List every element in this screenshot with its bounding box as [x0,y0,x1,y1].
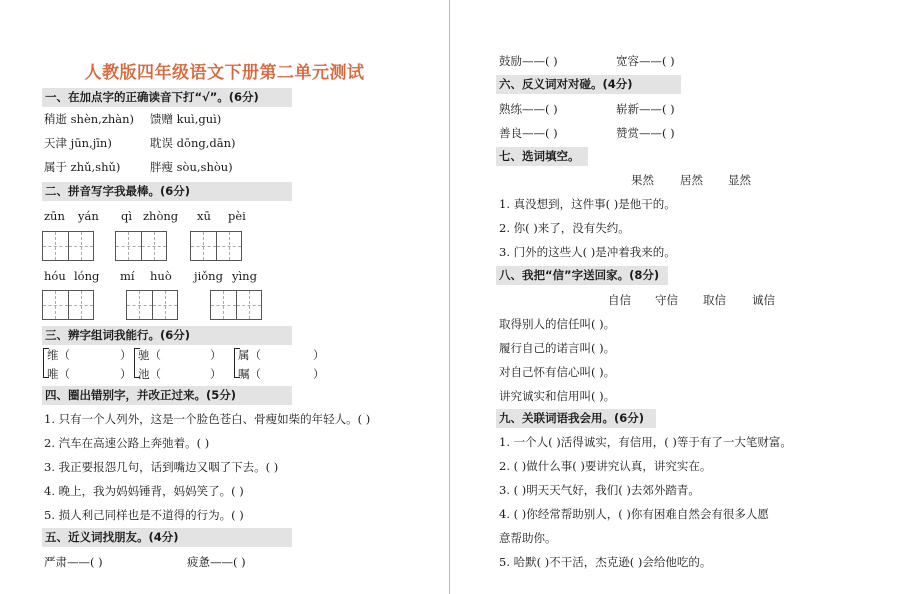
section-4-heading: 四、圈出错别字，并改正过来。(5分) [42,386,292,405]
s9-line: 3. ( )明天天气好，我们( )去郊外踏青。 [499,483,700,497]
s7-word: 果然 [631,173,654,187]
s6-item: 赞赏——( ) [616,126,675,140]
s8-line: 履行自己的诺言叫( )。 [499,341,616,355]
s9-line: 4. ( )你经常帮助别人，( )你有困难自然会有很多人愿 [499,507,769,521]
s8-word: 诚信 [752,293,775,307]
s6-item: 善良——( ) [499,126,558,140]
s4-line: 2. 汽车在高速公路上奔弛着。( ) [44,436,210,450]
section-2-heading: 二、拼音写字我最棒。(6分) [42,182,292,201]
s3-paren: ） [120,348,132,362]
pinyin: huò [150,269,172,283]
s4-line: 5. 损人利己同样也是不道得的行为。( ) [44,508,244,522]
s5-item: 宽容——( ) [616,54,675,68]
s9-line: 1. 一个人( )活得诚实，有信用，( )等于有了一大笔财富。 [499,435,792,449]
pinyin: yìng [232,269,257,283]
pinyin: mí [120,269,135,283]
s5-item: 严肃——( ) [44,555,103,569]
s3-char: 嘱（ [238,367,261,381]
s3-paren: ） [120,367,132,381]
s6-item: 熟练——( ) [499,102,558,116]
s4-line: 1. 只有一个人列外，这是一个脸色苍白、骨瘦如柴的年轻人。( ) [44,412,371,426]
s7-line: 2. 你( )来了，没有失约。 [499,221,630,235]
section-6-heading: 六、反义词对对碰。(4分) [496,75,681,94]
s1-item: 稍逝 shèn,zhàn) [44,112,135,126]
s9-line: 意帮助你。 [499,531,557,545]
s9-line: 5. 哈默( )不干活，杰克逊( )会给他吃的。 [499,555,712,569]
pinyin: zhòng [143,209,179,223]
section-1-heading: 一、在加点字的正确读音下打“√”。(6分) [42,88,292,107]
s3-char: 驰（ [138,348,161,362]
s8-word: 取信 [703,293,726,307]
pinyin: hóu [44,269,66,283]
s1-item: 耽误 dōng,dān) [150,136,236,150]
s7-line: 3. 门外的这些人( )是冲着我来的。 [499,245,676,259]
s3-paren: ） [210,367,222,381]
s1-item: 天津 jūn,jīn) [44,136,112,150]
s7-word: 居然 [680,173,703,187]
page-title: 人教版四年级语文下册第二单元测试 [84,63,365,83]
s8-word: 守信 [655,293,678,307]
s8-line: 取得别人的信任叫( )。 [499,317,616,331]
pinyin: jiǒng [194,269,223,283]
pinyin: xū [197,209,211,223]
s3-paren: ） [313,348,325,362]
s7-line: 1. 真没想到，这件事( )是他干的。 [499,197,676,211]
s3-char: 池（ [138,367,161,381]
s7-word: 显然 [728,173,751,187]
s9-line: 2. ( )做什么事( )要讲究认真，讲究实在。 [499,459,712,473]
s5-item: 鼓励——( ) [499,54,558,68]
s8-line: 讲究诚实和信用叫( )。 [499,389,616,403]
pinyin: lóng [74,269,100,283]
section-9-heading: 九、关联词语我会用。(6分) [496,409,656,428]
s5-item: 疲惫——( ) [187,555,246,569]
s1-item: 馈赠 kuì,guì) [150,112,222,126]
section-7-heading: 七、选词填空。 [496,147,588,166]
pinyin: yán [78,209,99,223]
s3-paren: ） [210,348,222,362]
s1-item: 胖瘦 sòu,shòu) [150,160,233,174]
s3-paren: ） [313,367,325,381]
s3-char: 属（ [238,348,261,362]
pinyin: pèi [228,209,246,223]
s1-item: 属于 zhǔ,shǔ) [44,160,121,174]
section-8-heading: 八、我把“信”字送回家。(8分) [496,266,668,285]
s3-char: 唯（ [47,367,70,381]
s4-line: 4. 晚上，我为妈妈锤背，妈妈笑了。( ) [44,484,244,498]
pinyin: qì [121,209,133,223]
section-3-heading: 三、辨字组词我能行。(6分) [42,326,292,345]
s4-line: 3. 我正要报怨几句，话到嘴边又咽了下去。( ) [44,460,279,474]
s8-word: 自信 [608,293,631,307]
s3-char: 维（ [47,348,70,362]
pinyin: zūn [44,209,65,223]
s6-item: 崭新——( ) [616,102,675,116]
section-5-heading: 五、近义词找朋友。(4分) [42,528,292,547]
s8-line: 对自己怀有信心叫( )。 [499,365,616,379]
